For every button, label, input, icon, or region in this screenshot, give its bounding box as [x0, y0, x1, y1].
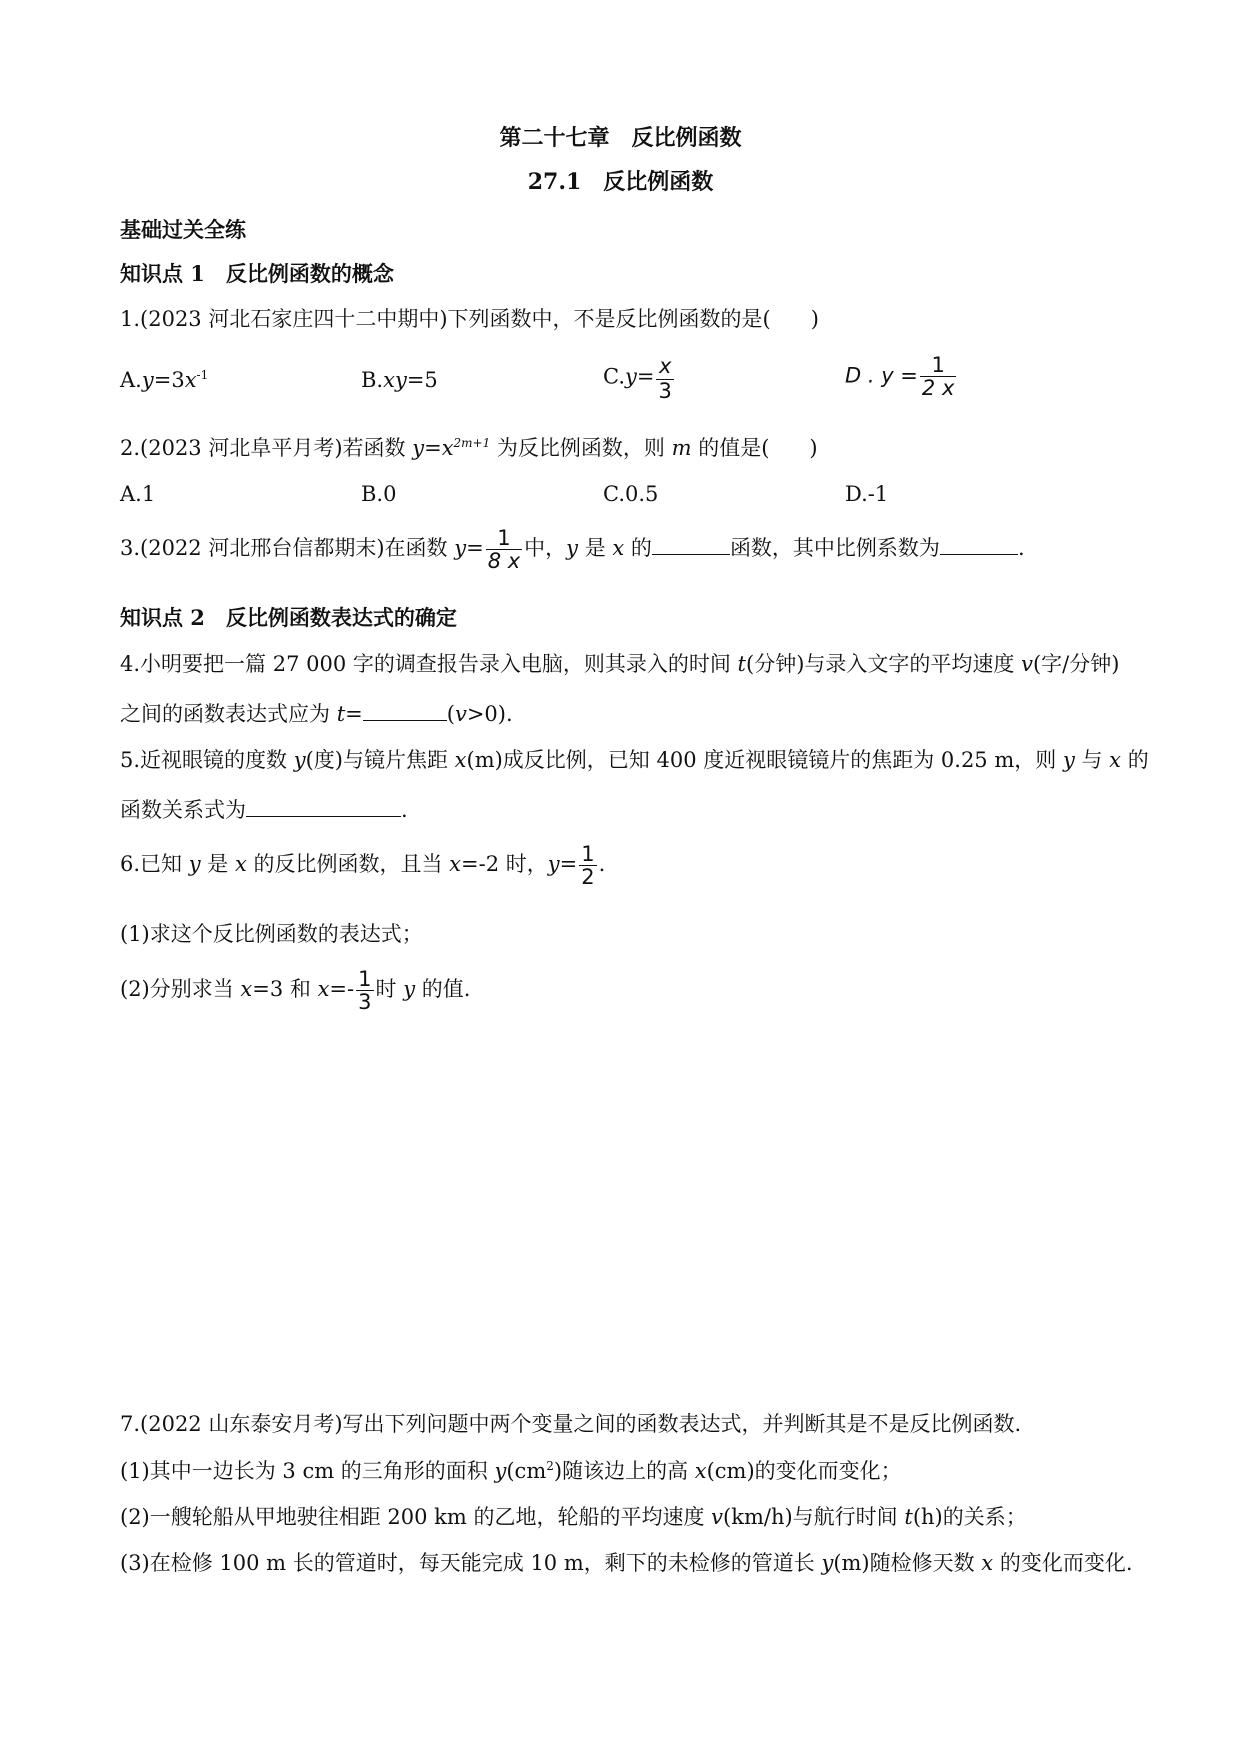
q1-option-a: $A.y=3x^{-1}$ [120, 368, 209, 392]
question-6-part-1: (1)求这个反比例函数的表达式； [120, 922, 423, 946]
question-7-stem: 7.(2022 山东泰安月考)写出下列问题中两个变量之间的函数表达式，并判断其是不是反比例函数. [120, 1412, 1022, 1436]
answer-blank[interactable] [246, 798, 401, 817]
fraction: $\frac{1}{8 x}$ [487, 526, 521, 574]
question-4-line-2: 之间的函数表达式应为 t= (v>0). [120, 702, 513, 726]
fraction: $\frac{x}{3}$ [658, 354, 672, 404]
chapter-title: 第二十七章 反比例函数 [499, 125, 742, 151]
fraction: $\frac{1}{2 x}$ [921, 353, 955, 401]
question-2-stem: 2.(2023 河北阜平月考)若函数 $y=x^{2m+1}$ 为反比例函数，则 m 的值是( ) [120, 436, 818, 460]
question-5-line-2: 函数关系式为 . [120, 798, 408, 822]
question-3: 3.(2022 河北邢台信都期末)在函数 y= $\frac{1}{8 x}$ 中，y 是 x 的 函数，其中比例系数为 . [120, 526, 1025, 574]
question-6-stem: 6.已知 y 是 x 的反比例函数，且当 x=-2 时，y= $\frac{1}{2}$ . [120, 842, 606, 890]
question-6-part-2: (2)分别求当 x=3 和 x=- $\frac{1}{3}$ 时 y 的值. [120, 967, 471, 1015]
question-4-line-1: 4.小明要把一篇 27 000 字的调查报告录入电脑，则其录入的时间 t(分钟)与录入文字的平均速度 v(字/分钟) [120, 652, 1120, 676]
q1-option-c: $C.y=\frac{x}{3}$ [603, 354, 672, 404]
q2-option-a: A.1 [120, 482, 156, 506]
q2-option-b: B.0 [361, 482, 397, 506]
question-7-part-2: (2)一艘轮船从甲地驶往相距 200 km 的乙地，轮船的平均速度 v(km/h)与航行时间 t(h)的关系； [120, 1505, 1027, 1529]
knowledge-point-2: 知识点 2 反比例函数表达式的确定 [120, 605, 457, 630]
section-title: 27.1 反比例函数 [527, 169, 714, 195]
answer-blank[interactable] [940, 536, 1018, 555]
question-5-line-1: 5.近视眼镜的度数 y(度)与镜片焦距 x(m)成反比例，已知 400 度近视眼镜镜片的焦距为 0.25 m，则 y 与 x 的 [120, 748, 1149, 772]
answer-blank[interactable] [363, 702, 447, 721]
q2-option-c: C.0.5 [603, 482, 659, 506]
question-7-part-1: (1)其中一边长为 3 cm 的三角形的面积 $y(cm^2)$随该边上的高 x(cm)的变化而变化； [120, 1459, 902, 1483]
fraction: $\frac{1}{2}$ [581, 842, 595, 890]
question-7-part-3: (3)在检修 100 m 长的管道时，每天能完成 10 m，剩下的未检修的管道长 y(m)随检修天数 x 的变化而变化. [120, 1551, 1133, 1575]
fraction: $\frac{1}{3}$ [358, 967, 372, 1015]
q1-option-b: B.xy=5 [361, 368, 438, 392]
q1-option-d: D . y = $\frac{1}{2 x}$ [845, 353, 955, 401]
q2-option-d: D.-1 [845, 482, 889, 506]
section-label: 基础过关全练 [120, 217, 246, 242]
question-1-stem: 1.(2023 河北石家庄四十二中期中)下列函数中，不是反比例函数的是( ) [120, 307, 819, 331]
knowledge-point-1: 知识点 1 反比例函数的概念 [120, 261, 394, 286]
answer-blank[interactable] [652, 536, 730, 555]
